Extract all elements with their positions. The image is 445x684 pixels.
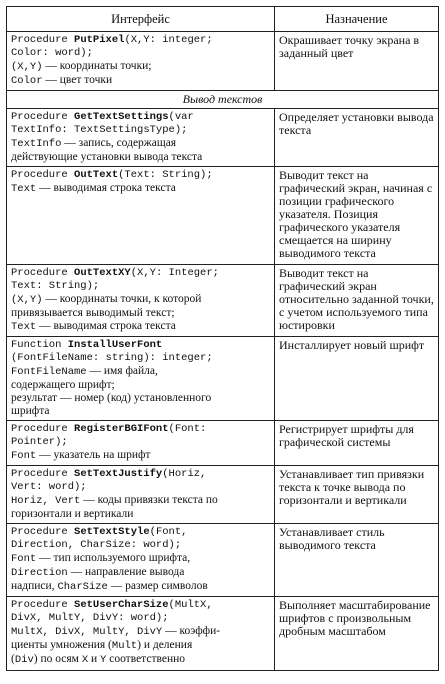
signature-part: (Horiz, (162, 468, 207, 480)
param-name: Direction (11, 567, 68, 579)
param-description: — цвет точки (42, 74, 113, 86)
keyword: Procedure (11, 34, 75, 46)
param-description: привязывается выводимый текст; (11, 307, 175, 319)
procedure-name: SetTextJustify (74, 468, 163, 480)
procedure-name: GetTextSettings (74, 111, 169, 123)
param-name: Text (11, 321, 37, 333)
param-description: — тип используемого шрифта, (36, 552, 191, 564)
interface-cell (7, 109, 275, 167)
interface-cell (7, 32, 275, 91)
signature-part: Color: word); (11, 47, 93, 59)
keyword: Function (11, 339, 68, 351)
procedure-name: PutPixel (74, 34, 125, 46)
table-row (7, 265, 439, 337)
signature-part: (Font: (168, 423, 207, 435)
table-row (7, 421, 439, 466)
interface-cell (7, 421, 275, 466)
purpose-cell: Определяет установки вывода текста (275, 109, 439, 167)
signature-part: (X,Y: integer; (124, 34, 213, 46)
procedure-name: InstallUserFont (67, 339, 163, 351)
keyword: Procedure (11, 267, 75, 279)
procedure-name: OutTextXY (74, 267, 131, 279)
param-description: соответственно (106, 653, 186, 665)
param-description: горизонтали и вертикали (11, 508, 134, 520)
axis-name: X (81, 654, 89, 666)
purpose-cell: Выводит текст на графический экран относительно заданной точки, с учетом используемого типа юстировки (275, 265, 439, 337)
procedure-name: RegisterBGIFont (74, 423, 169, 435)
param-description: — запись, содержащая (61, 137, 177, 149)
param-description: содержащего шрифт; (11, 379, 115, 391)
param-name: Mult (111, 640, 138, 652)
param-description: ) и деления (137, 639, 193, 651)
procedure-name: SetTextStyle (74, 526, 150, 538)
signature-part: (Font, (149, 526, 188, 538)
param-description: ) по осям (33, 653, 82, 665)
keyword: Procedure (11, 526, 75, 538)
param-description: — направление вывода (67, 566, 185, 578)
interface-cell (7, 597, 275, 671)
keyword: Procedure (11, 468, 75, 480)
table-row (7, 597, 439, 671)
param-description: — координаты точки; (42, 60, 152, 72)
param-description: — координаты точки, к которой (42, 293, 202, 305)
section-title: Вывод текстов (7, 91, 439, 109)
procedure-name: SetUserCharSize (74, 599, 169, 611)
signature-part: Direction, CharSize: word); (11, 539, 182, 551)
param-description: — указатель на шрифт (36, 449, 151, 461)
param-name: (X,Y) (11, 294, 43, 306)
param-description: и (88, 653, 101, 665)
param-description: действующие установки вывода текста (11, 151, 203, 163)
param-name: Color (11, 75, 43, 87)
signature-part: TextInfo: TextSettingsType); (11, 124, 188, 136)
signature-part: DivX, MultY, DivY: word); (11, 612, 169, 624)
param-name: Text (11, 183, 37, 195)
param-description: ( (11, 653, 15, 665)
param-description: — коэффи- (162, 625, 221, 637)
keyword: Procedure (11, 169, 75, 181)
param-name: Div (14, 654, 34, 666)
param-description: — выводимая строка текста (36, 182, 176, 194)
param-name: CharSize (57, 581, 108, 593)
interface-cell (7, 337, 275, 421)
signature-part: Vert: word); (11, 481, 87, 493)
purpose-cell: Выполняет масштабирование шрифтов с произвольным дробным масштабом (275, 597, 439, 671)
keyword: Procedure (11, 423, 75, 435)
axis-name: Y (100, 654, 107, 666)
interface-cell (7, 167, 275, 265)
table-row (7, 466, 439, 524)
purpose-cell: Устанавливает тип привязки текста к точке вывода по горизонтали и вертикали (275, 466, 439, 524)
param-description: — коды привязки текста по (80, 494, 218, 506)
signature-part: Text: String); (11, 280, 100, 292)
signature-part: (X,Y: Integer; (130, 267, 219, 279)
param-description: — имя файла, (86, 365, 158, 377)
table-row (7, 524, 439, 597)
result-description: результат — номер (код) установленного (11, 392, 212, 404)
purpose-cell: Выводит текст на графический экран, начиная с позиции графического указателя. Позиция графического указателя смещается на ширину выводимого текста (275, 167, 439, 265)
purpose-cell: Устанавливает стиль выводимого текста (275, 524, 439, 597)
signature-part: (var (168, 111, 194, 123)
keyword: Procedure (11, 111, 75, 123)
table-row (7, 337, 439, 421)
purpose-cell: Окрашивает точку экрана в заданный цвет (275, 32, 439, 91)
purpose-cell: Инсталлирует новый шрифт (275, 337, 439, 421)
param-description: — размер символов (107, 580, 208, 592)
table-row (7, 109, 439, 167)
signature-part: Pointer); (11, 436, 68, 448)
table-header-row (7, 7, 439, 32)
param-name: Horiz, Vert (11, 495, 81, 507)
param-name: MultX, DivX, MultY, DivY (11, 626, 163, 638)
result-description: шрифта (11, 405, 50, 417)
signature-part: (FontFileName: string): integer; (11, 352, 213, 364)
header-interface: Интерфейс (7, 7, 275, 32)
param-description: надписи, (11, 580, 58, 592)
param-name: TextInfo (11, 138, 62, 150)
param-name: FontFileName (11, 366, 87, 378)
signature-part: (Text: String); (118, 169, 213, 181)
interface-cell (7, 265, 275, 337)
param-name: Font (11, 553, 37, 565)
keyword: Procedure (11, 599, 75, 611)
param-description: — выводимая строка текста (36, 320, 176, 332)
param-name: (X,Y) (11, 61, 43, 73)
section-row (7, 91, 439, 109)
procedure-name: OutText (74, 169, 119, 181)
param-name: Font (11, 450, 37, 462)
table-row (7, 167, 439, 265)
param-description: циенты умножения ( (11, 639, 112, 651)
interface-cell (7, 466, 275, 524)
graphics-text-procedures-table (6, 6, 439, 671)
table-row (7, 32, 439, 91)
signature-part: (MultX, (168, 599, 213, 611)
purpose-cell: Регистрирует шрифты для графической системы (275, 421, 439, 466)
interface-cell (7, 524, 275, 597)
header-purpose: Назначение (275, 7, 439, 32)
